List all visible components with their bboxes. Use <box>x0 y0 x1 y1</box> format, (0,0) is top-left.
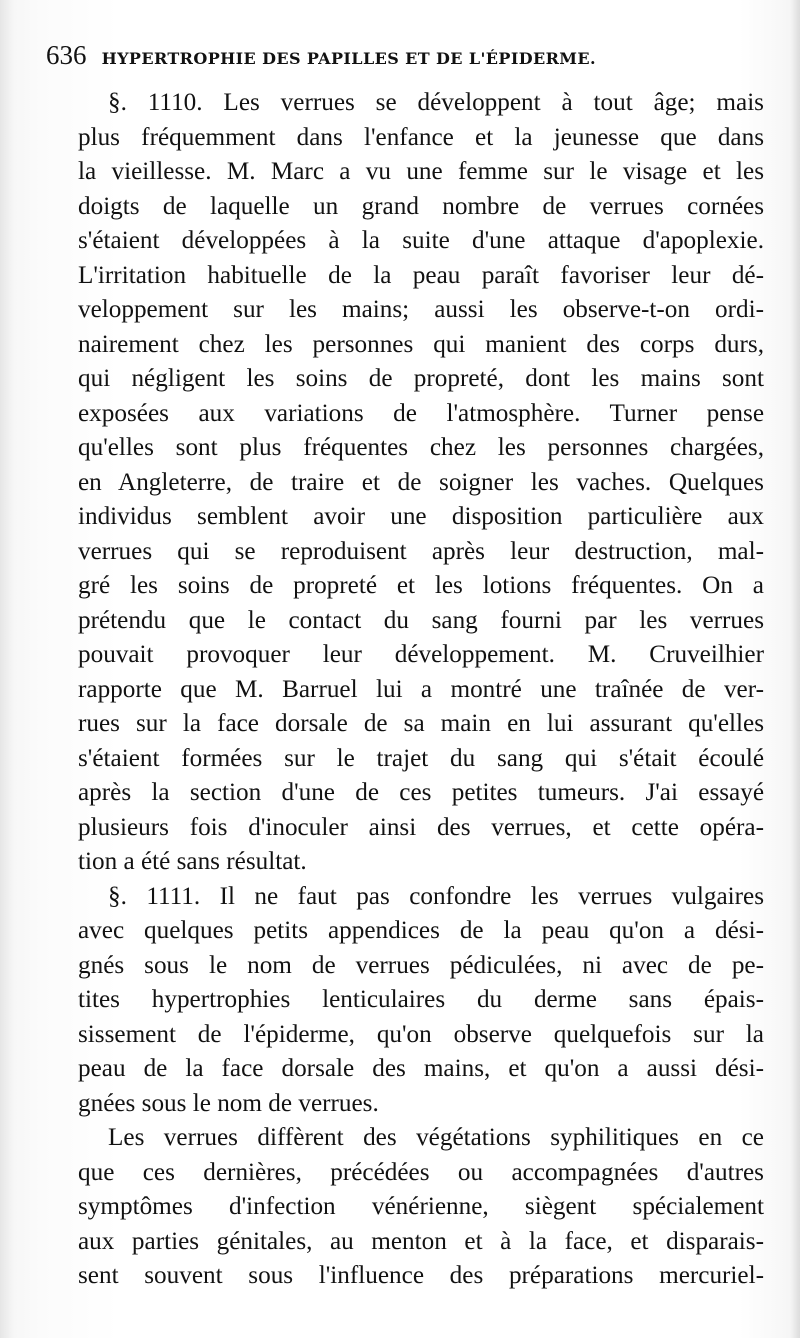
text-line: symptômes d'infection vénérienne, siègent spécialement <box>78 1193 764 1220</box>
text-line: pouvait provoquer leur développement. M. Cruveilhier <box>78 641 764 668</box>
page-header <box>46 40 766 71</box>
text-line: après la section d'une de ces petites tumeurs. J'ai essayé <box>78 779 764 806</box>
text-line: sissement de l'épiderme, qu'on observe quelquefois sur la <box>78 1020 764 1048</box>
text-line: §. 1110. Les verrues se développent à tout âge; mais <box>108 89 764 116</box>
text-line: plus fréquemment dans l'enfance et la jeunesse que dans <box>78 123 764 151</box>
text-line: individus semblent avoir une disposition particulière aux <box>78 503 764 530</box>
text-line: peau de la face dorsale des mains, et qu'on a aussi dési- <box>78 1055 764 1082</box>
text-line: exposées aux variations de l'atmosphère. Turner pense <box>78 399 764 427</box>
text-line: qui négligent les soins de propreté, dont les mains sont <box>78 365 764 392</box>
text-line: aux parties génitales, au menton et à la face, et disparais- <box>78 1227 764 1255</box>
text-line: veloppement sur les mains; aussi les observe-t-on ordi- <box>78 296 764 323</box>
text-line: plusieurs fois d'inoculer ainsi des verrues, et cette opéra- <box>78 813 764 841</box>
text-line: Les verrues diffèrent des végétations syphilitiques en ce <box>108 1124 764 1151</box>
text-line: avec quelques petits appendices de la peau qu'on a dési- <box>78 917 764 944</box>
text-line: doigts de laquelle un grand nombre de verrues cornées <box>78 192 764 220</box>
text-line: s'étaient formées sur le trajet du sang qui s'était écoulé <box>78 744 764 772</box>
text-line: s'étaient développées à la suite d'une attaque d'apoplexie. <box>78 227 764 254</box>
text-line: §. 1111. Il ne faut pas confondre les verrues vulgaires <box>108 882 764 910</box>
text-line: nairement chez les personnes qui manient des corps durs, <box>78 330 764 358</box>
text-line: gnées sous le nom de verrues. <box>78 1089 379 1117</box>
text-line: en Angleterre, de traire et de soigner les vaches. Quelques <box>78 468 764 496</box>
text-line: gnés sous le nom de verrues pédiculées, ni avec de pe- <box>78 951 764 979</box>
text-line: que ces dernières, précédées ou accompagnées d'autres <box>78 1158 764 1186</box>
text-line: tion a été sans résultat. <box>78 848 307 875</box>
text-line: prétendu que le contact du sang fourni par les verrues <box>78 606 764 634</box>
text-line: rapporte que M. Barruel lui a montré une traînée de ver- <box>78 675 764 703</box>
text-line: sent souvent sous l'influence des préparations mercuriel- <box>78 1262 764 1289</box>
paragraph-1111 <box>48 880 764 1122</box>
text-line: tites hypertrophies lenticulaires du derme sans épais- <box>78 986 764 1013</box>
text-line: gré les soins de propreté et les lotions fréquentes. On a <box>78 572 764 599</box>
paragraph-1110 <box>48 86 764 880</box>
body-text <box>48 86 764 1294</box>
running-title: HYPERTROPHIE DES PAPILLES ET DE L'ÉPIDERME. <box>101 49 596 68</box>
page-number: 636 <box>46 40 87 70</box>
paragraph-verrues-vegetations <box>48 1121 764 1294</box>
text-line: verrues qui se reproduisent après leur destruction, mal- <box>78 537 764 565</box>
text-line: qu'elles sont plus fréquentes chez les personnes chargées, <box>78 434 764 461</box>
text-line: la vieillesse. M. Marc a vu une femme sur le visage et les <box>78 158 764 185</box>
text-line: rues sur la face dorsale de sa main en lui assurant qu'elles <box>78 710 764 737</box>
text-line: L'irritation habituelle de la peau paraît favoriser leur dé- <box>78 261 764 289</box>
